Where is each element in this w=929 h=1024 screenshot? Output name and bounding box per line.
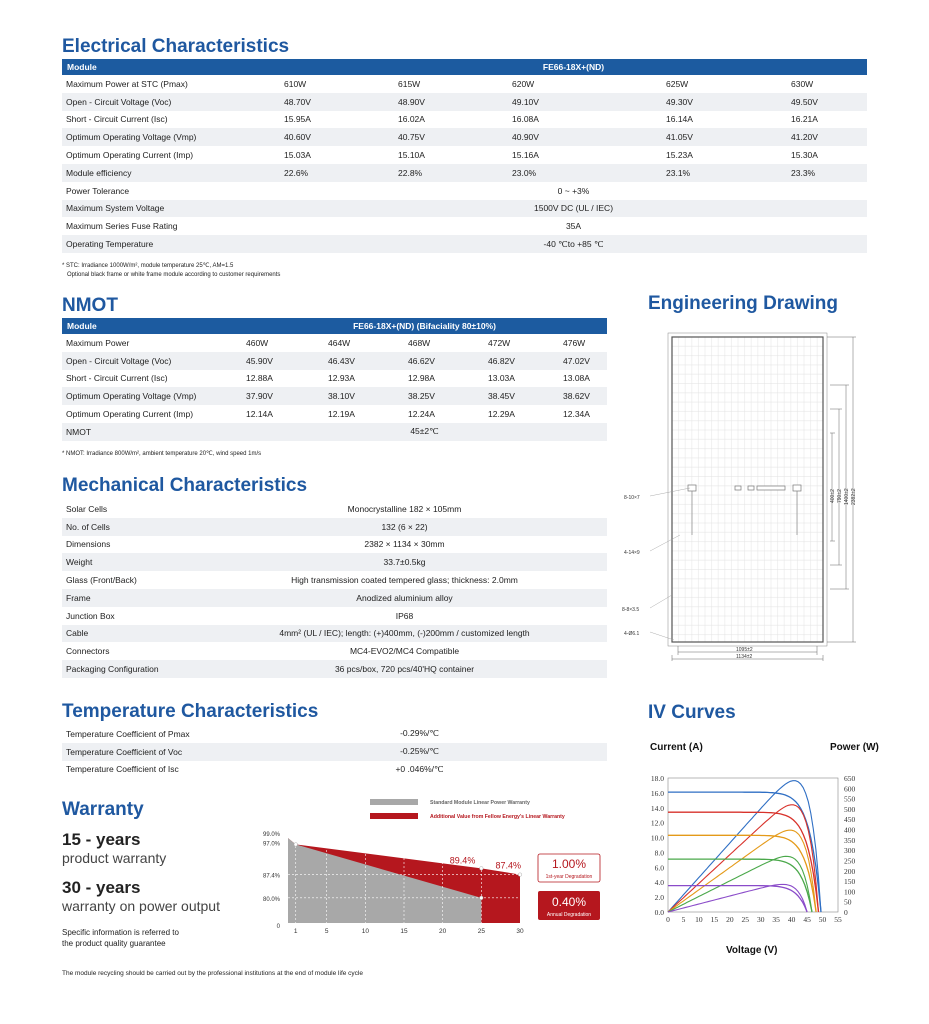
row-value: 13.03A <box>488 373 515 384</box>
table-row <box>62 642 607 660</box>
table-row <box>62 352 607 370</box>
product-warranty-years: 15 - years <box>62 830 141 849</box>
y-tick-label: 18.0 <box>650 774 664 783</box>
table-row <box>62 553 607 571</box>
row-value: 41.05V <box>662 128 787 146</box>
degradation-box-2 <box>538 891 600 920</box>
y2-tick-label: 400 <box>844 825 856 835</box>
drawing-label: 1134±2 <box>736 654 753 660</box>
table-row <box>62 235 867 253</box>
row-label: Packaging Configuration <box>62 660 202 678</box>
row-value: 12.19A <box>328 409 355 420</box>
x-tick-label: 15 <box>710 915 719 924</box>
x-tick-label: 45 <box>803 915 811 924</box>
x-tick-label: 10 <box>361 928 369 935</box>
power-warranty-text: warranty on power output <box>62 898 220 914</box>
y-tick-label: 87.4% <box>262 873 280 880</box>
table-row <box>62 182 867 200</box>
row-value: 12.29A <box>488 409 515 420</box>
svg-text:Annual Degradation: Annual Degradation <box>546 912 592 918</box>
data-point <box>480 867 484 871</box>
x-tick-label: 30 <box>516 928 524 935</box>
row-value: 610W <box>284 78 307 89</box>
x-tick-label: 10 <box>695 915 703 924</box>
row-label: No. of Cells <box>62 518 202 536</box>
x-tick-label: 50 <box>818 915 827 924</box>
warranty-chart <box>250 790 610 940</box>
frame-note: Optional black frame or white frame module according to customer requirements <box>67 272 281 278</box>
row-value: 49.30V <box>662 93 787 111</box>
degradation-box-1 <box>538 854 600 882</box>
row-value: Anodized aluminium alloy <box>202 589 607 607</box>
x-tick-label: 25 <box>477 928 485 935</box>
row-label: Open - Circuit Voltage (Voc) <box>62 93 280 111</box>
row-value: 0 ~ +3% <box>557 185 590 196</box>
x-tick-label: 5 <box>324 928 329 935</box>
row-label: Short - Circuit Current (Isc) <box>66 114 168 125</box>
table-row <box>62 146 867 164</box>
table-row <box>62 370 607 388</box>
row-value: 22.6% <box>280 164 394 182</box>
row-value: 615W <box>398 78 421 89</box>
row-value: 38.25V <box>404 387 484 405</box>
table-row <box>62 518 607 536</box>
row-value: 47.02V <box>559 352 607 370</box>
y-tick-label: 2.0 <box>654 893 664 903</box>
row-value: 48.70V <box>280 93 394 111</box>
row-value: 38.62V <box>559 387 607 405</box>
row-value: 23.3% <box>787 164 867 182</box>
row-label: Optimum Operating Voltage (Vmp) <box>62 387 242 405</box>
y2-tick-label: 50 <box>844 897 852 907</box>
row-value: 33.7±0.5kg <box>202 553 607 571</box>
row-value: 2382 × 1134 × 30mm <box>364 539 445 550</box>
nmot-note: * NMOT: Irradiance 800W/m², ambient temperature 20℃, wind speed 1m/s <box>62 451 262 457</box>
iv-voltage-label: Voltage (V) <box>726 945 778 956</box>
data-point <box>294 843 298 847</box>
annotation-89: 89.4% <box>449 855 476 866</box>
table-row <box>62 761 607 779</box>
row-value: 13.08A <box>563 373 590 384</box>
product-warranty-text: product warranty <box>62 850 167 866</box>
row-value: IP68 <box>395 610 414 621</box>
y-tick-label: 80.0% <box>262 896 280 903</box>
temperature-title: Temperature Characteristics <box>62 701 319 722</box>
power-warranty-years: 30 - years <box>62 878 141 897</box>
table-row <box>62 571 607 589</box>
row-value: 12.34A <box>563 409 590 420</box>
row-value: 23.0% <box>508 164 662 182</box>
row-value: 46.43V <box>324 352 404 370</box>
row-label: Connectors <box>66 646 110 657</box>
row-value: 460W <box>246 337 269 348</box>
y2-tick-label: 200 <box>844 866 856 876</box>
row-value: 40.60V <box>280 128 394 146</box>
mechanical-title: Mechanical Characteristics <box>62 475 308 496</box>
y2-tick-label: 600 <box>844 784 856 794</box>
row-label: Module efficiency <box>62 164 280 182</box>
y2-tick-label: 650 <box>844 774 856 783</box>
x-tick-label: 1 <box>293 928 298 935</box>
drawing-label: 400±2 <box>830 489 836 503</box>
row-value: 12.24A <box>408 409 435 420</box>
table-row <box>62 625 607 643</box>
nmot-title: NMOT <box>62 295 118 316</box>
row-label: Power Tolerance <box>66 185 130 196</box>
y-tick-label: 99.0% <box>262 832 280 839</box>
drawing-label: 8-10×7 <box>624 495 640 501</box>
warranty-title: Warranty <box>62 799 144 820</box>
row-label: Dimensions <box>66 539 111 550</box>
x-tick-label: 20 <box>726 915 734 924</box>
row-label: Temperature Coefficient of Pmax <box>66 728 190 739</box>
row-value: 625W <box>666 78 689 89</box>
x-tick-label: 15 <box>400 928 408 935</box>
y2-tick-label: 250 <box>844 856 856 866</box>
row-value: 49.10V <box>508 93 662 111</box>
row-label: Junction Box <box>66 610 115 621</box>
drawing-label: 790±2 <box>837 489 843 503</box>
row-value: Monocrystalline 182 × 105mm <box>347 503 462 514</box>
row-label: NMOT <box>62 423 242 441</box>
row-value: -40 ℃to +85 ℃ <box>280 235 867 253</box>
table-row <box>62 589 607 607</box>
iv-power-label: Power (W) <box>830 742 879 753</box>
y-tick-label: 12.0 <box>650 818 664 828</box>
svg-text:1.00%: 1.00% <box>551 857 587 871</box>
table-row <box>62 607 607 625</box>
table-header-label: Module <box>62 318 242 334</box>
table-row <box>62 217 867 235</box>
iv-current-label: Current (A) <box>650 742 703 753</box>
data-point <box>480 896 484 900</box>
row-value: -0.25%/℃ <box>232 743 607 761</box>
row-value: 464W <box>328 337 351 348</box>
table-header-label: Module <box>62 59 280 75</box>
table-row <box>62 743 607 761</box>
row-value: 15.95A <box>284 114 311 125</box>
electrical-table <box>62 59 867 253</box>
row-value: +0 .046%/℃ <box>395 763 444 774</box>
y2-tick-label: 500 <box>844 804 856 814</box>
row-value: 16.14A <box>666 114 693 125</box>
table-row <box>62 75 867 93</box>
engineering-title: Engineering Drawing <box>648 293 839 314</box>
y2-tick-label: 350 <box>844 835 856 845</box>
y-tick-label: 16.0 <box>650 788 664 798</box>
x-tick-label: 55 <box>834 915 842 924</box>
row-value: 16.08A <box>512 114 539 125</box>
row-value: 4mm² (UL / IEC); length: (+)400mm, (-)200mm / customized length <box>202 625 607 643</box>
row-value: 12.88A <box>246 373 273 384</box>
table-row <box>62 200 867 218</box>
row-value: 476W <box>563 337 586 348</box>
row-value: 620W <box>512 78 535 89</box>
iv-title: IV Curves <box>648 702 736 723</box>
table-row <box>62 111 867 129</box>
row-label: Glass (Front/Back) <box>66 575 137 586</box>
table-row <box>62 334 607 352</box>
temperature-table <box>62 725 607 778</box>
row-label: Open - Circuit Voltage (Voc) <box>62 352 242 370</box>
y-tick-label: 4.0 <box>654 878 664 888</box>
row-value: 35A <box>565 221 582 232</box>
row-value: 15.16A <box>512 150 539 161</box>
drawing-label: 8-8×3.5 <box>622 607 640 613</box>
legend-label-fellow: Additional Value from Fellow Energy's Linear Warranty <box>430 814 565 820</box>
row-label: Maximum Series Fuse Rating <box>66 221 178 232</box>
row-value: 41.20V <box>787 128 867 146</box>
engineering-drawing <box>620 325 880 670</box>
row-value: 37.90V <box>242 387 324 405</box>
y-tick-label: 14.0 <box>650 803 664 813</box>
drawing-label: 2382±2 <box>851 488 857 505</box>
y-tick-label: 8.0 <box>654 848 664 858</box>
drawing-label: 4-Ø6.1 <box>624 631 640 637</box>
table-row <box>62 128 867 146</box>
legend-swatch-standard <box>370 799 418 805</box>
y-tick-label: 0 <box>276 924 280 930</box>
row-value: 46.82V <box>484 352 559 370</box>
spec-note-line1: Specific information is referred to <box>62 928 179 937</box>
legend-swatch-fellow <box>370 813 418 819</box>
row-value: 132 (6 × 22) <box>202 518 607 536</box>
row-label: Frame <box>62 589 202 607</box>
y2-tick-label: 300 <box>844 846 856 856</box>
row-value: 48.90V <box>394 93 508 111</box>
drawing-label: 1095±2 <box>736 647 753 653</box>
legend-label-standard: Standard Module Linear Power Warranty <box>430 800 530 806</box>
row-value: -0.29%/℃ <box>400 728 439 739</box>
y2-tick-label: 0 <box>844 908 848 917</box>
row-label: Optimum Operating Current (Imp) <box>66 409 194 420</box>
y2-tick-label: 450 <box>844 815 856 825</box>
mechanical-table <box>62 500 607 678</box>
row-label: Optimum Operating Voltage (Vmp) <box>62 128 280 146</box>
svg-text:0.40%: 0.40% <box>551 895 587 909</box>
row-value: 15.30A <box>791 150 818 161</box>
row-label: Optimum Operating Current (Imp) <box>66 150 194 161</box>
table-row <box>62 536 607 554</box>
table-row <box>62 500 607 518</box>
model-name: FE66-18X+(ND) (Bifaciality 80±10%) <box>242 318 607 334</box>
x-tick-label: 20 <box>439 928 447 935</box>
row-label: Temperature Coefficient of Isc <box>66 764 179 775</box>
table-row <box>62 405 607 423</box>
row-value: 40.90V <box>508 128 662 146</box>
table-row <box>62 387 607 405</box>
table-row <box>62 93 867 111</box>
nmot-table <box>62 318 607 441</box>
y-tick-label: 6.0 <box>654 863 664 873</box>
table-row <box>62 164 867 182</box>
row-value: 36 pcs/box, 720 pcs/40'HQ container <box>202 660 607 678</box>
row-value: 45.90V <box>242 352 324 370</box>
row-value: 16.02A <box>398 114 425 125</box>
y2-tick-label: 100 <box>844 887 856 897</box>
data-point <box>518 873 522 877</box>
row-label: Temperature Coefficient of Voc <box>62 743 232 761</box>
x-tick-label: 5 <box>681 915 686 924</box>
y-tick-label: 10.0 <box>650 833 664 843</box>
y-tick-label: 0.0 <box>654 908 664 917</box>
row-label: Operating Temperature <box>62 235 280 253</box>
x-tick-label: 25 <box>741 915 750 924</box>
row-value: 38.45V <box>484 387 559 405</box>
table-row <box>62 725 607 743</box>
row-value: 472W <box>488 337 511 348</box>
row-value: 49.50V <box>787 93 867 111</box>
row-value: 46.62V <box>404 352 484 370</box>
row-value: 23.1% <box>662 164 787 182</box>
row-label: Short - Circuit Current (Isc) <box>66 373 168 384</box>
x-tick-label: 30 <box>756 915 765 924</box>
x-tick-label: 0 <box>666 915 670 924</box>
electrical-title: Electrical Characteristics <box>62 36 290 57</box>
row-value: 38.10V <box>324 387 404 405</box>
row-value: 45±2℃ <box>242 423 607 441</box>
row-value: 1500V DC (UL / IEC) <box>280 200 867 218</box>
recycling-footer: The module recycling should be carried out by the professional institutions at the end of module life cycle <box>62 970 363 977</box>
row-label: Cable <box>62 625 202 643</box>
row-value: 15.23A <box>666 150 693 161</box>
drawing-label: 4-14×9 <box>624 550 640 556</box>
row-label: Maximum Power <box>66 337 130 348</box>
model-name: FE66-18X+(ND) <box>280 59 867 75</box>
row-value: 15.03A <box>284 150 311 161</box>
drawing-label: 1400±2 <box>844 488 850 505</box>
y2-tick-label: 550 <box>844 794 856 804</box>
row-value: 12.98A <box>408 373 435 384</box>
x-tick-label: 40 <box>787 915 796 924</box>
stc-note: * STC: Irradiance 1000W/m², module temperature 25℃, AM=1.5 <box>62 263 234 269</box>
row-label: Weight <box>62 553 202 571</box>
row-value: 22.8% <box>394 164 508 182</box>
row-value: 40.75V <box>394 128 508 146</box>
svg-text:1st-year Degradation: 1st-year Degradation <box>545 874 593 880</box>
row-value: High transmission coated tempered glass; thickness: 2.0mm <box>291 575 518 586</box>
row-label: Maximum System Voltage <box>62 200 280 218</box>
row-value: 12.14A <box>246 409 273 420</box>
spec-note-line2: the product quality guarantee <box>62 939 166 948</box>
annotation-87: 87.4% <box>495 860 521 871</box>
row-value: 468W <box>408 337 431 348</box>
row-value: 12.93A <box>328 373 355 384</box>
y-tick-label: 97.0% <box>262 841 280 848</box>
table-row <box>62 660 607 678</box>
row-value: 630W <box>791 78 814 89</box>
table-row <box>62 423 607 441</box>
row-value: MC4-EVO2/MC4 Compatible <box>349 646 460 657</box>
x-tick-label: 35 <box>772 915 780 924</box>
row-value: 16.21A <box>791 114 818 125</box>
row-value: 15.10A <box>398 150 425 161</box>
y2-tick-label: 150 <box>844 877 856 887</box>
row-label: Maximum Power at STC (Pmax) <box>66 78 188 89</box>
iv-chart <box>620 768 900 933</box>
row-label: Solar Cells <box>66 503 108 514</box>
